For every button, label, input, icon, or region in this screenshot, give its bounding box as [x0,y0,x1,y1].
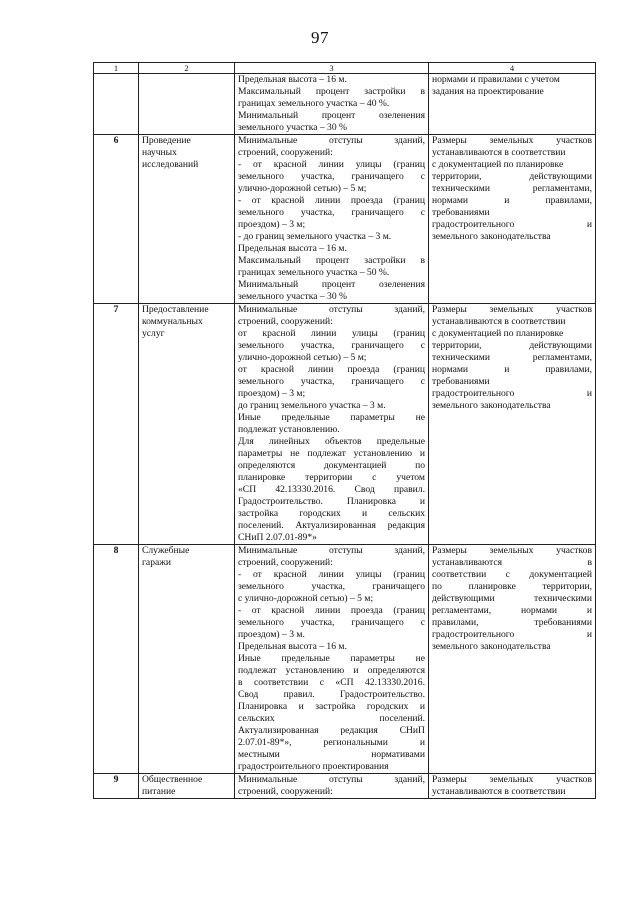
parameter-line: Минимальный процент озеленения [238,279,425,290]
note-line: градостроительного и [432,219,592,230]
parameter-line: Планировка и застройка городских и [238,701,425,712]
parameter-line: местными нормативами [238,749,425,760]
parameters-cell [235,135,429,304]
use-name-line: Проведение [142,135,191,146]
note-line: Размеры земельных участков [432,774,592,785]
parameter-line: Предельная высота – 16 м. [238,243,347,254]
use-name-line: питание [142,786,176,797]
parameter-line: земельного участка, граничащего [238,581,425,592]
land-use-name-cell [139,135,235,304]
parameter-line: застройка городских и сельских [238,508,425,519]
parameter-line: строений, сооружений: [238,147,333,158]
parameter-line: от красной линии улицы (границ [238,328,425,339]
header-cell-2: 2 [139,63,235,74]
parameters-cell [235,304,429,545]
parameter-line: Для линейных объектов предельные [238,436,425,447]
note-line: территории, действующими [432,171,592,182]
parameter-line: сельских поселений. [238,713,425,724]
parameter-line: земельного участка – 30 % [238,122,348,133]
parameter-line: Минимальные отступы зданий, [238,774,425,785]
land-use-name-cell [139,304,235,545]
note-line: по планировке территории, [432,581,592,592]
land-use-name-cell [139,774,235,799]
note-line: Размеры земельных участков [432,304,592,315]
note-line: требованиями [432,207,490,218]
use-name-line: научных [142,147,177,158]
parameter-line: с улично-дорожной сетью) – 5 м; [238,593,374,604]
note-line: земельного законодательства [432,400,551,411]
parameter-line: строений, сооружений: [238,316,333,327]
note-line: правилами, требованиями [432,617,592,628]
parameter-line: определяются документацией по [238,460,425,471]
parameter-line: земельного участка, граничащего с [238,340,425,351]
parameter-line: строений, сооружений: [238,557,333,568]
parameter-line: проездом) – 3 м; [238,219,306,230]
notes-cell [429,135,596,304]
note-line: задания на проектирование [432,86,544,97]
parameters-cell [235,74,429,135]
parameter-line: проездом) – 3 м. [238,629,305,640]
note-line: соответствии с документацией [432,569,592,580]
note-line: устанавливаются в соответствии [432,786,566,797]
parameter-line: Минимальные отступы зданий, [238,304,425,315]
land-use-name-cell [139,545,235,774]
note-line: градостроительного и [432,388,592,399]
note-line: регламентами, нормами и [432,605,592,616]
table-row [94,304,596,545]
parameter-line: подлежат установлению. [238,424,340,435]
parameter-line: строений, сооружений: [238,786,333,797]
note-line: нормами и правилами с учетом [432,74,560,85]
parameter-line: Предельная высота – 16 м. [238,74,347,85]
note-line: нормами и правилами, [432,195,592,206]
notes-cell [429,774,596,799]
parameter-line: «СП 42.13330.2016. Свод правил. [238,484,425,495]
note-line: действующими техническими [432,593,592,604]
parameter-line: земельного участка, граничащего с [238,207,425,218]
note-line: техническими регламентами, [432,352,592,363]
parameter-line: - до границ земельного участка – 3 м. [238,231,392,242]
note-line: Размеры земельных участков [432,545,592,556]
header-cell-1: 1 [94,63,139,74]
parameter-line: земельного участка, граничащего с [238,617,425,628]
parameter-line: поселений. Актуализированная редакция [238,520,425,531]
row-number: 7 [94,304,139,545]
note-line: устанавливаются в [432,557,592,568]
parameter-line: проездом) – 3 м; [238,388,306,399]
note-line: с документацией по планировке [432,159,564,170]
page-number: 97 [311,28,329,47]
parameter-line: до границ земельного участка – 3 м. [238,400,386,411]
header-cell-4: 4 [429,63,596,74]
regulations-table [93,62,596,799]
parameter-line: улично-дорожной сетью) – 5 м; [238,183,367,194]
table-row [94,774,596,799]
use-name-line: Общественное [142,774,203,785]
use-name-line: гаражи [142,557,172,568]
note-line: техническими регламентами, [432,183,592,194]
parameter-line: градостроительного проектирования [238,761,389,772]
note-line: земельного законодательства [432,231,551,242]
parameter-line: Свод правил. Градостроительство. [238,689,425,700]
parameter-line: - от красной линии улицы (границ [238,569,425,580]
parameter-line: границах земельного участка – 40 %. [238,98,390,109]
note-line: Размеры земельных участков [432,135,592,146]
row-number: 8 [94,545,139,774]
header-cell-3: 3 [235,63,429,74]
note-line: территории, действующими [432,340,592,351]
parameter-line: Градостроительство. Планировка и [238,496,425,507]
row-number: 9 [94,774,139,799]
parameter-line: в соответствии с «СП 42.13330.2016. [238,677,425,688]
table-row [94,135,596,304]
parameter-line: земельного участка, граничащего с [238,376,425,387]
use-name-line: Служебные [142,545,190,556]
parameter-line: Актуализированная редакция СНиП [238,725,425,736]
use-name-line: услуг [142,328,165,339]
parameters-cell [235,545,429,774]
use-name-line: коммунальных [142,316,203,327]
table-row [94,545,596,774]
note-line: устанавливаются в соответствии [432,316,566,327]
parameter-line: планировке территории с учетом [238,472,425,483]
parameters-cell [235,774,429,799]
note-line: нормами и правилами, [432,364,592,375]
notes-cell [429,304,596,545]
parameter-line: Минимальные отступы зданий, [238,135,425,146]
parameter-line: Максимальный процент застройки в [238,255,425,266]
row-number: 6 [94,135,139,304]
parameter-line: земельного участка – 30 % [238,291,348,302]
parameter-line: земельного участка, граничащего с [238,171,425,182]
note-line: с документацией по планировке [432,328,564,339]
notes-cell [429,74,596,135]
parameter-line: Иные предельные параметры не [238,653,425,664]
note-line: устанавливаются в соответствии [432,147,566,158]
parameter-line: улично-дорожной сетью) – 5 м; [238,352,367,363]
parameter-line: СНиП 2.07.01-89*» [238,532,317,543]
table-header-row [94,63,596,74]
parameter-line: параметры не подлежат установлению и [238,448,425,459]
note-line: требованиями [432,376,490,387]
parameter-line: Минимальный процент озеленения [238,110,425,121]
parameter-line: подлежат установлению и определяются [238,665,425,676]
land-use-name-cell [139,74,235,135]
parameter-line: от красной линии проезда (границ [238,364,425,375]
parameter-line: 2.07.01-89*», региональными и [238,737,425,748]
parameter-line: - от красной линии проезда (границ [238,605,425,616]
parameter-line: Предельная высота – 16 м. [238,641,347,652]
parameter-line: - от красной линии улицы (границ [238,159,425,170]
row-number [94,74,139,135]
note-line: земельного законодательства [432,641,551,652]
parameter-line: границах земельного участка – 50 %. [238,267,390,278]
use-name-line: исследований [142,159,199,170]
table-row [94,74,596,135]
parameter-line: Максимальный процент застройки в [238,86,425,97]
note-line: градостроительного и [432,629,592,640]
parameter-line: - от красной линии проезда (границ [238,195,425,206]
parameter-line: Минимальные отступы зданий, [238,545,425,556]
parameter-line: Иные предельные параметры не [238,412,425,423]
notes-cell [429,545,596,774]
use-name-line: Предоставление [142,304,209,315]
